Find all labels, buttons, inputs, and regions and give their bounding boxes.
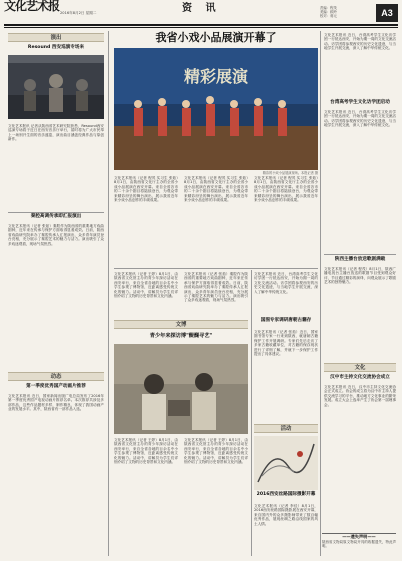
headline-animation: 第一季度优秀国产动画片推荐 <box>26 384 86 389</box>
notice-title: ——遗失声明—— <box>342 534 376 539</box>
article-opera: 文化艺术报讯（记者 程茂）8月1日，陕西广播电视台主播台放送的歌剧节目受到观众好评，节目通过精彩的演绎，向观众展示了歌剧艺术的独特魅力。 <box>324 267 396 285</box>
article-continued-2: 文化艺术报讯（记者 张茹）秦腔作为陕西省的重要地方戏曲剧种，近年来在传承与保护方面取得显著成效。日前，陕西省戏曲研究院举办了秦腔传承人汇报演出，众多青年演员登台亮相，充分展示了秦腔艺术的魅力与活力。演出吸引了众多戏迷观看，现场气氛热烈。 <box>184 272 248 303</box>
photo-exhibition <box>254 436 318 490</box>
section-title: 资 讯 <box>182 3 221 14</box>
article-photo-fest: 文化艺术报讯（记者 李佳）8月1日，2016西安丝路国际摄影展在西安开幕，来自国内外的众多摄影师带来了数百幅优秀作品，展现丝绸之路沿线国家的风土人情。 <box>254 504 318 526</box>
masthead-rule <box>4 24 398 26</box>
article-main-3: 文化艺术报讯（记者 程茂 实习生 张茹）8月1日，由陕西省文化厅主办的全省小戏小品展演在西安开幕。来自全省各市的二十余个剧目将陆续登台，为观众带来精彩纷呈的舞台演出，展示我省近年来小戏小品创作的丰硕成果。 <box>254 176 318 203</box>
divider <box>114 268 318 269</box>
newspaper-logo: 文化艺术报 <box>4 0 60 13</box>
article-right-top: 文化艺术报讯 近日，台湾高考学生文化访学团一行抵达西安，开始为期一周的文化交流活动。访学团将参观西安的历史文化遗迹，与当地学生开展交流，深入了解中华传统文化。 <box>324 33 396 51</box>
photo-main <box>114 48 318 170</box>
masthead <box>4 0 398 24</box>
article-qinqiang: 文化艺术报讯（记者 张茹）秦腔作为陕西省的重要地方戏曲剧种，近年来在传承与保护方面取得显著成效。日前，陕西省戏曲研究院举办了秦腔传承人汇报演出，众多青年演员登台亮相，充分展示了秦腔艺术的魅力与活力。演出吸引了众多戏迷观看，现场气氛热烈。 <box>8 224 104 246</box>
photo-resound <box>8 55 104 119</box>
photo-youth <box>114 344 248 434</box>
article-continued: 文化艺术报讯（记者 王婷）8月1日，由陕西省文化馆主办的青少年探访活动在西安举行，来自全省各地的百余名中小学生参观了博物馆，近距离感受传统文化的魅力。活动中，讲解员为学生们详细介绍了文物的历史背景和文化内涵。 <box>114 272 178 299</box>
svg-text:精彩展演: 精彩展演 <box>183 67 249 86</box>
section-tag-wenhua: 文化 <box>324 363 396 372</box>
divider <box>8 212 104 213</box>
article-hanzhong: 文化艺术报讯 近日，汉中市主持文化交流协会正式成立。协会的成立将为汉中市主持人提供交流学习的平台，推动地方文化事业的繁荣发展。成立大会上选举产生了协会第一届理事会。 <box>324 385 396 407</box>
section-tag-huodong: 活动 <box>254 424 318 433</box>
article-youth-2: 文化艺术报讯（记者 王婷）8月1日，由陕西省文化馆主办的青少年探访活动在西安举行，来自全省各地的百余名中小学生参观了博物馆，近距离感受传统文化的魅力。活动中，讲解员为学生们详细介绍了文物的历史背景和文化内涵。 <box>184 438 248 465</box>
article-guotu: 文化艺术报讯（记者 张茹）近日，国家图书馆专家一行来到陕西，就唐朝古籍保护工作开展调研。专家们先后走访了多家古籍收藏单位，对古籍的保存现状进行了详细了解，并就下一步保护工作提出了具体建议。 <box>254 330 318 357</box>
section-tag-wenbo: 文博 <box>114 320 248 329</box>
article-taiwan: 文化艺术报讯 近日，台湾高考学生文化访学团一行抵达西安，开始为期一周的文化交流活动。访学团将参观西安的历史文化遗迹，与当地学生开展交流，深入了解中华传统文化。 <box>324 110 396 128</box>
column-divider <box>108 31 109 556</box>
divider <box>324 254 396 255</box>
article-main-1: 文化艺术报讯（记者 程茂 实习生 张茹）8月1日，由陕西省文化厅主办的全省小戏小品展演在西安开幕。来自全省各市的二十余个剧目将陆续登台，为观众带来精彩纷呈的舞台演出，展示我省近年来小戏小品创作的丰硕成果。 <box>114 176 178 203</box>
column-divider <box>251 270 252 556</box>
main-headline: 我省小戏小品展演开幕了 <box>155 31 277 44</box>
headline-photo-fest: 2016西安丝路国际摄影开幕 <box>256 492 316 497</box>
issue-date: 2016年8月2日 星期二 <box>60 11 97 15</box>
editor-line: 责编：程茂 <box>320 6 337 10</box>
article-youth-1: 文化艺术报讯（记者 王婷）8月1日，由陕西省文化馆主办的青少年探访活动在西安举行，来自全省各地的百余名中小学生参观了博物馆，近距离感受传统文化的魅力。活动中，讲解员为学生们详细介绍了文物的历史背景和文化内涵。 <box>114 438 178 465</box>
article-resound: 文化艺术报讯 记者从陕西省艺术研究院获悉，Resound西安巡演专场将于近日在西安音乐厅举行，届时将为广大市民奉上一场别开生面的音乐盛宴，演出曲目涵盖经典作品与原创新作。 <box>8 124 104 142</box>
editor-credits <box>320 6 337 19</box>
designer-line: 美编：顾玲 <box>320 10 337 15</box>
article-continued-3: 文化艺术报讯 近日，台湾高考学生文化访学团一行抵达西安，开始为期一周的文化交流活动。访学团将参观西安的历史文化遗迹，与当地学生开展交流，深入了解中华传统文化。 <box>254 272 318 294</box>
headline-qinqiang: 秦腔高调传承即汇报演出 <box>30 214 82 219</box>
headline-youth: 青少年来探访博"醍醐寻艺" <box>149 333 213 339</box>
notice-box <box>322 533 396 555</box>
headline-taiwan: 台湾高考学生文化访学团启动 <box>330 100 390 105</box>
masthead-thin-rule <box>4 27 398 28</box>
headline-guotu: 国图专家调研唐朝古籍存 <box>260 318 312 323</box>
headline-resound: Resound 西安巡演专场来 <box>27 45 85 50</box>
section-tag-yanchu: 演出 <box>8 33 104 42</box>
article-main-2: 文化艺术报讯（记者 程茂 实习生 张茹）8月1日，由陕西省文化厅主办的全省小戏小品展演在西安开幕。来自全省各市的二十余个剧目将陆续登台，为观众带来精彩纷呈的舞台演出，展示我省近年来小戏小品创作的丰硕成果。 <box>184 176 248 203</box>
proofreader-line: 校对：蒋元 <box>320 14 337 19</box>
section-tag-dongtai: 动态 <box>8 372 104 381</box>
photo-caption: 精彩的小戏小品展演现场。本报记者 摄 <box>262 171 318 175</box>
headline-opera: 陕西主播台放送歌剧满载 <box>334 257 386 262</box>
headline-hanzhong: 汉中市主持文化交流协会成立 <box>330 375 390 380</box>
article-animation: 文化艺术报讯 近日，国家新闻出版广电总局发布了2016年第一季度优秀国产电视动画片推荐名单。本次推荐共涉及多部作品，这些作品题材多样，制作精良，体现了我国动画产业的发展水平。其中，陕西省有一部作品入选。 <box>8 394 104 412</box>
notice-text: 陕西省文物局原文物局开具的收据遗失，特此声明。 <box>322 540 396 549</box>
page-number: A3 <box>376 4 398 22</box>
column-divider <box>320 31 321 556</box>
